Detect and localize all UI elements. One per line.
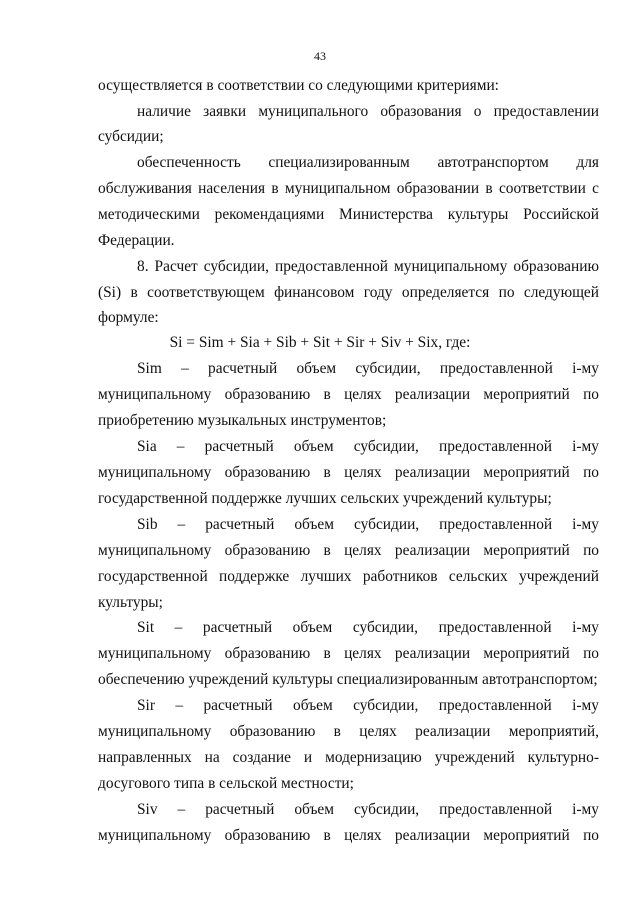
text-line: Федерации. [98, 232, 175, 249]
text-line: муниципальному образованию в целях реализации мероприятий по [98, 827, 599, 844]
text-line: муниципальному образованию в целях реализации мероприятий по [98, 542, 599, 559]
text-line: государственной поддержке лучших работников сельских учреждений [98, 568, 599, 585]
text-line: (Si) в соответствующем финансовом году определяется по следующей [98, 284, 599, 301]
text-line: осуществляется в соответствии со следующими критериями: [98, 77, 499, 94]
text-line: государственной поддержке лучших сельских учреждений культуры; [98, 490, 552, 507]
text-line: муниципальному образованию в целях реализации мероприятий по [98, 464, 599, 481]
formula: Si = Sim + Sia + Sib + Sit + Sir + Siv + Six, где: [169, 334, 471, 351]
text-line: методическими рекомендациями Министерства культуры Российской [98, 206, 599, 223]
text-line: обеспечению учреждений культуры специализированным автотранспортом; [98, 671, 598, 688]
text-line: Sib – расчетный объем субсидии, предоставленной i-му [137, 516, 599, 533]
text-line: муниципальному образованию в целях реализации мероприятий, [98, 723, 599, 740]
text-line: досугового типа в сельской местности; [98, 775, 354, 792]
page-number: 43 [314, 49, 326, 63]
text-line: формуле: [98, 309, 159, 326]
text-line: муниципальному образованию в целях реализации мероприятий по [98, 645, 599, 662]
text-line: муниципальному образованию в целях реализации мероприятий по [98, 386, 599, 403]
text-line: Sir – расчетный объем субсидии, предоставленной i-му [137, 697, 599, 714]
text-line: наличие заявки муниципального образования о предоставлении [137, 103, 599, 120]
text-line: обслуживания населения в муниципальном образовании в соответствии с [98, 180, 599, 197]
text-line: приобретению музыкальных инструментов; [98, 412, 387, 429]
text-line: обеспеченность специализированным автотранспортом для [137, 154, 599, 171]
text-line: субсидии; [98, 128, 164, 145]
text-line: направленных на создание и модернизацию учреждений культурно- [98, 749, 599, 766]
text-line: Sim – расчетный объем субсидии, предоставленной i-му [137, 360, 599, 377]
text-line: Sit – расчетный объем субсидии, предоставленной i-му [137, 619, 599, 636]
text-line: культуры; [98, 594, 163, 611]
text-line: 8. Расчет субсидии, предоставленной муниципальному образованию [137, 258, 599, 275]
text-line: Siv – расчетный объем субсидии, предоставленной i-му [137, 801, 599, 818]
text-line: Sia – расчетный объем субсидии, предоставленной i-му [137, 438, 599, 455]
